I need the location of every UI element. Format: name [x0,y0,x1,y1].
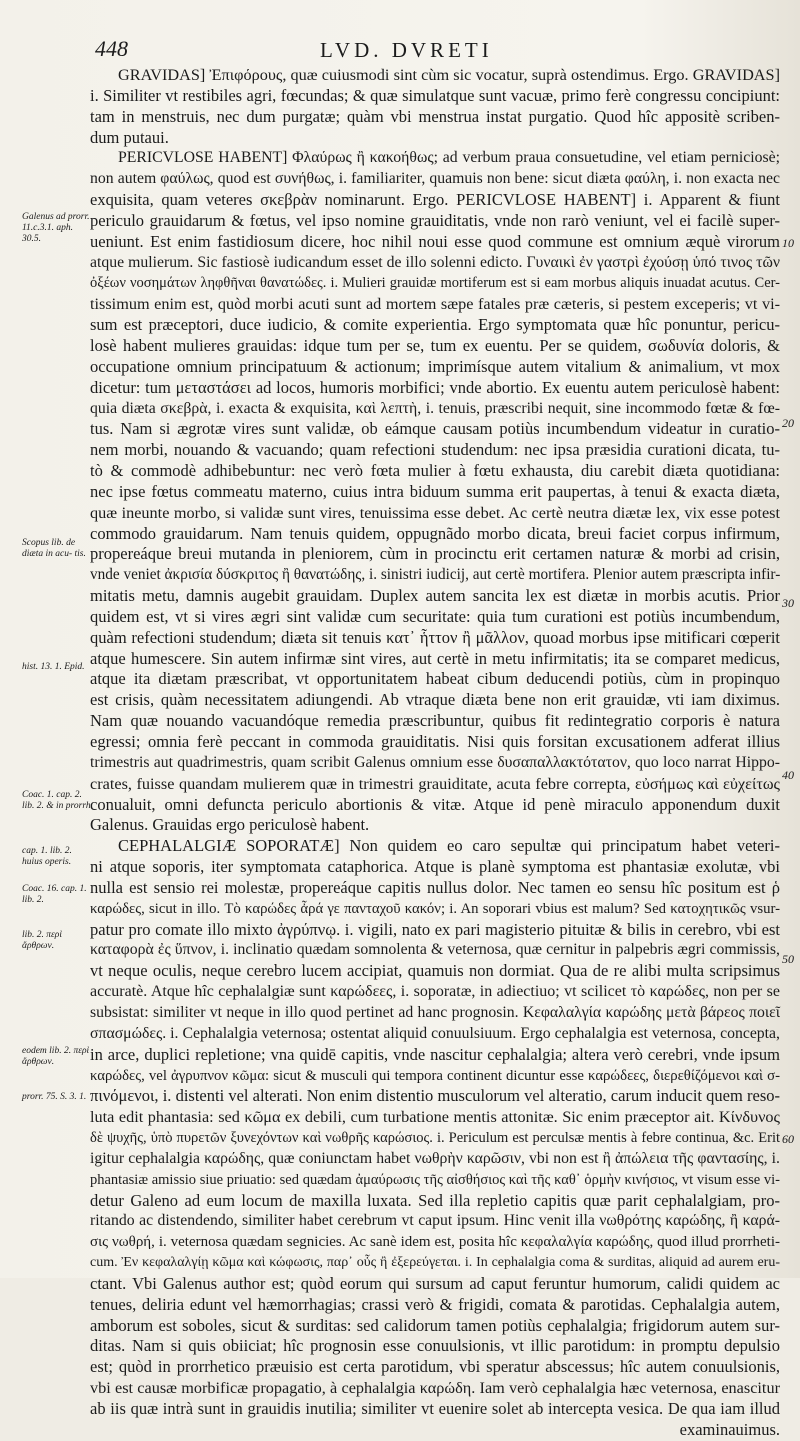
text-line: accuratè. Atque hîc cephalalgiæ sunt καρώδεες, i. soporatæ, in adiectiuo; vt scilicet τὸ καρώδες, non per se [90,983,780,1001]
text-line: Nam quæ nouando vacuandóque remedia præscribuntur, quibus fit redintegratio corporis è natura [90,711,780,731]
text-line: ὀξέων νοσημάτων ληφθῆναι θανατώδες. i. Mulieri grauidæ mortiferum est si eam morbus aliquis inuadat acutus. Cer- [90,275,780,292]
text-line: tissimum enim est, quòd morbi acuti sunt ad mortem sæpe fatales præ cæteris, si pestem exceperis; vt vi- [90,295,780,314]
text-line: est crisis, quàm necessitatem adiungendi. Ab vtraque diæta bene non erit grauidæ, vti iam diximus. [90,690,780,710]
margin-note: cap. 1. lib. 2. huius operis. [22,846,72,867]
text-line: ueniunt. Est enim fastidiosum dicere, hoc nihil noui esse quod commune est omnium æquè virorum [90,231,780,251]
text-line: in arce, duplici repletione; vna quidē capitis, vnde nascitur cephalalgia; altera verò cerebri, vnde ipsum [90,1044,780,1064]
text-line: atque mulierum. Sic fastiosè iudicandum esset de illo solenni edicto. Γυναικὶ ἐν γαστρὶ ἐχούσῃ ὑπό τινος τῶν [90,253,780,271]
text-line: quæ ineunte morbo, si validæ sunt vires, tenuissima esse debet. Ac certè neutra diætæ lex, vix esse potest [90,503,780,522]
text-line: dum putaui. [90,127,169,147]
margin-note: Coac. 16. cap. 1. lib. 2. [22,884,87,905]
text-line: commodo grauidarum. Nam tenuis quidem, oppugnãdo morbo dicata, breui faciet corpus infirmum, [90,523,780,543]
line-number: 50 [782,952,794,966]
text-line: quia diæta σκεβρὰ, i. exacta & exquisita, καὶ λεπτὴ, i. tenuis, præscribi nequit, sine incommodo fœtæ & fœ- [90,399,780,417]
text-line: PERICVLOSE HABENT] Φλαύρως ἢ κακοήθως; ad verbum praua consuetudine, vel etiam perniciosè; [118,149,780,167]
text-line: sum est præceptori, duce iudicio, & comite experientia. Ergo symptomata quæ hîc ponuntur, pericu- [90,315,780,335]
text-line: patur pro comate illo mixto ἀγρύπνῳ. i. vigili, nato ex pari magisterio pituitæ & bilis in cerebro, vbi est [90,919,780,939]
line-number: 10 [782,236,794,250]
text-line: ab iis quæ intrà sunt in grauidis inutilia; similiter vt euenire solet ab intercepta vesica. De qua iam illud [90,1399,780,1418]
text-line: dicetur: tum μεταστάσει ad locos, humoris morbifici; vnde abortio. Ex euentu autem periculosè habent: [90,377,780,397]
commentary-text [90,65,781,1439]
text-line: exquisita, quam veteres σκεβρὰν nominarunt. Ergo. PERICVLOSE HABENT] i. Apparent & fiunt [90,190,780,210]
text-line: examinauimus. [679,1419,780,1439]
text-line: nec ipse fœtus commeatu materno, cuius intra biduum summa erit paupertas, à tenui & exacta diæta, [90,481,780,501]
margin-note: eodem lib. 2. περὶ ἄρθρων. [22,1046,90,1067]
text-line: i. Similiter vt restibiles agri, fœcundas; & quæ simulatque sunt vacuæ, primo ferè congressu concipiunt: [90,85,780,105]
margin-note: prorr. 75. S. 3. 1. [22,1092,87,1102]
text-line: καταφορὰ ἐς ὕπνον, i. inclinatio quædam somnolenta & veternosa, quæ cernitur in palpebris ægri commissis, [90,941,780,959]
margin-note: hist. 13. 1. Epid. [22,662,85,672]
text-line: nulla est sensio rei molestæ, propereáque capitis nullus dolor. Nec tamen eo sensu hîc positum est ῥ [90,877,780,897]
margin-notes [0,0,93,1278]
text-line: tam in menstruis, nec dum purgatæ; quàm vbi menstrua instat purgatio. Quod hîc appositè scriben- [90,106,780,126]
text-line: καρώδες, vel ἀγρυπνον κῶμα: sicut & musculi qui tempora continent dicuntur esse καρώδεες, διερεθίζόμενοι καὶ σ- [90,1067,780,1084]
text-line: quàm refectioni studendum; diæta sit tenuis κατ᾽ ἧττον ἢ μᾶλλον, quoad morbus ipse mitificari cœperit [90,627,780,647]
text-line: σις νωθρή, i. veternosa quædam segnicies. Ac sanè idem est, posita hîc κεφαλαλγία καρώδης, quod illud prorrheti- [90,1234,780,1251]
text-line: luta edit phantasia: sed κῶμα ex debili, cum turbatione mentis attonitæ. Sic enim præceptor ait. Κίνδυνος [90,1108,780,1127]
text-line: σπασμώδες. i. Cephalalgia veternosa; ostentat aliquid conuulsiuum. Ergo cephalalgia est veternosa, concepta, [90,1024,780,1042]
text-line: detur Galeno ad eum locum de maxilla luxata. Sed illa repletio capitis quæ parit cephalalgiam, pro- [90,1190,780,1210]
text-line: conualuit, omni defuncta periculo abortionis & vitæ. Atque id penè miraculo apponendum duxit [90,794,780,814]
text-line: crates, fuisse quandam mulierem quæ in trimestri grauiditate, acuta febre correpta, εὐσήμως καὶ εὐχείτως [90,774,780,793]
text-line: vnde veniet ἀκρισία δύσκριτος ἢ θανατώδης, i. sinistri iudicij, aut certè mortifera. Plenior autem præscripta infir- [90,566,781,584]
line-number: 30 [782,596,794,610]
text-line: amborum est soboles, sicut & surditas: sed calidorum tamen potiùs cephalalgia; frigidorum autem sur- [90,1315,780,1335]
text-line: cum. Ἐν κεφαλαλγίῃ κῶμα καὶ κώφωσις, παρ᾽ οὖς ἢ ἐξερεύγεται. i. In cephalalgia coma & surditas, aliquid ad aurem eru- [90,1255,780,1271]
text-line: ctant. Vbi Galenus author est; quòd eorum qui sursum ad caput feruntur humorum, calidi quidem ac [90,1273,780,1293]
text-line: Galenus. Grauidas ergo periculosè habent. [90,815,370,835]
page-header [95,36,775,66]
running-head: LVD. DVRETI [320,38,493,62]
text-line: ni atque soporis, iter symptomata cataphorica. Atque is planè symptoma est phantasiæ exolutæ, vbi [90,857,780,877]
margin-note: Galenus ad prorr. 11.c.3.1. aph. 30.5. [22,212,90,244]
text-line: quidem est, vt si vires ægri sint validæ cum securitate: quia tum curationi est potiùs incumbendum, [90,606,780,626]
text-line: phantasiæ amissio siue priuatio: sed quædam ἀμαύρωσις τῆς αἰσθήσιος καὶ τῆς καθ᾽ ὁρμὴν κινήσιος, vt visum esse vi- [90,1171,780,1188]
text-line: CEPHALALGIÆ SOPORATÆ] Non quidem eo caro sepultæ qui principatum habet veteri- [118,836,780,856]
page-number: 448 [95,36,128,61]
text-line: egressi; omnia ferè peccant in commoda grauiditatis. Nisi quis forsitan excusationem adferat illius [90,732,780,751]
text-line: vt neque oculis, neque cerebro lucem accipiat, quamuis non dormiat. Qua de re alibi multa scripsimus [90,961,780,981]
text-line: atque humescere. Sin autem infirmæ sint vires, aut certè in metu infirmitatis; ita se comparet medicus, [90,648,780,668]
margin-note: Scopus lib. de diæta in acu- tis. [22,538,86,559]
text-line: igitur cephalalgia καρώδης, quæ coniunctam habet νωθρὴν καρῶσιν, vbi non est ἢ ἀπώλεια τῆς φαντασίης, i. [90,1149,780,1167]
text-line: tenues, deliria edunt vel hæmorrhagias; crassi verò & frigidi, comata & parotidas. Cephalalgia autem, [90,1294,780,1314]
text-line: δὲ ψυχῆς, ὑπὸ πυρετῶν ξυνεχόντων καὶ νωθρῆς καρώσιος. i. Periculum est perculsæ mentis à febre continua, &c. Erit [90,1130,780,1147]
text-line: non autem φαύλως, quod est συνήθως, i. familiariter, quamuis non bene: sicut diæta φαύλη, i. non exacta nec [90,170,780,188]
line-number: 40 [782,768,794,782]
text-line: ditas. Nam si quis obiiciat; hîc prognosin esse conuulsionis, vt illic parotidum: in promptu depulsio [90,1336,780,1356]
text-line: subsistat: similiter vt neque in illo quod pertinet ad hanc prognosin. Κεφαλαλγία καρώδης μετὰ βάρεος ποιεῖ [90,1003,780,1021]
line-number: 60 [782,1132,794,1146]
text-line: est; quòd in prorrhetico præuisio est certa parotidum, vbi speratur abscessus; hîc autem conuulsionis, [90,1357,780,1377]
text-line: tus. Nam si ægrotæ vires sunt validæ, ob eámque causam potiùs incumbendum videatur in curatio- [90,419,780,439]
text-line: atque ita diætam præscribat, vt opportunitatem habeat cibum deducendi potiùs, cùm in propinquo [90,669,780,689]
text-line: mitatis metu, damnis augebit grauidam. Duplex autem sancita lex est diætæ in morbis acutis. Prior [90,586,780,606]
text-line: trimestris aut quadrimestris, quam scribit Galenus omnium esse δυσαπαλλακτότατον, quo loco narrat Hippo- [90,753,780,771]
text-line: πινόμενοι, i. distenti vel alterati. Non enim distentio musculorum vel alteratio, carum inducit quem reso- [90,1086,780,1106]
text-line: GRAVIDAS] Ἐπιφόρους, quæ cuiusmodi sint cùm sic vocatur, suprà ostendimus. Ergo. GRAVIDAS] [118,66,780,84]
text-line: propereáque breui mutanda in pleniorem, cùm in procinctu erit certamen naturæ & morbi ad crisin, [90,544,780,564]
margin-note: Coac. 1. cap. 2. lib. 2. & in prorrh. [22,790,93,811]
text-line: nem morbi, nouando & vacuando; quam refectioni studendum: nec ipsa præsidia curationi dicata, tu- [90,440,780,460]
line-number: 20 [782,416,794,430]
text-line: periculo grauidarum & fœtus, vel ipso nomine grauiditatis, vnde non rarò veniunt, vel ei facilè super- [90,210,780,230]
margin-note: lib. 2. περὶ ἄρθρων. [22,930,62,951]
text-line: tò & commodè adhibebuntur: nec verò fœta mulier à fœtu exhausta, diu carebit diæta quotidiana: [90,461,780,481]
text-line: vbi est causæ morbificæ propagatio, à cephalalgia καρώδη. Iam verò cephalalgia hæc veternosa, enascitur [90,1379,780,1398]
text-line: ritando ac distendendo, similiter habet cerebrum vt caput ipsum. Hinc venit illa νωθρότης καρώδης, ἢ καρά- [90,1212,780,1230]
text-line: καρώδες, sicut in illo. Τὸ καρώδες ἆρά γε πανταχοῦ κακόν; i. An soporari vbius est malum? Sed κατοχητικῶς vsur- [90,900,780,917]
text-line: occupatione omnium principatuum & actionum; imprimísque autem vitalium & animalium, vt mox [90,356,780,376]
text-line: losè habent mulieres grauidas: idque tum per se, tum ex euentu. Per se quidem, σωδυνία doloris, & [90,335,780,355]
